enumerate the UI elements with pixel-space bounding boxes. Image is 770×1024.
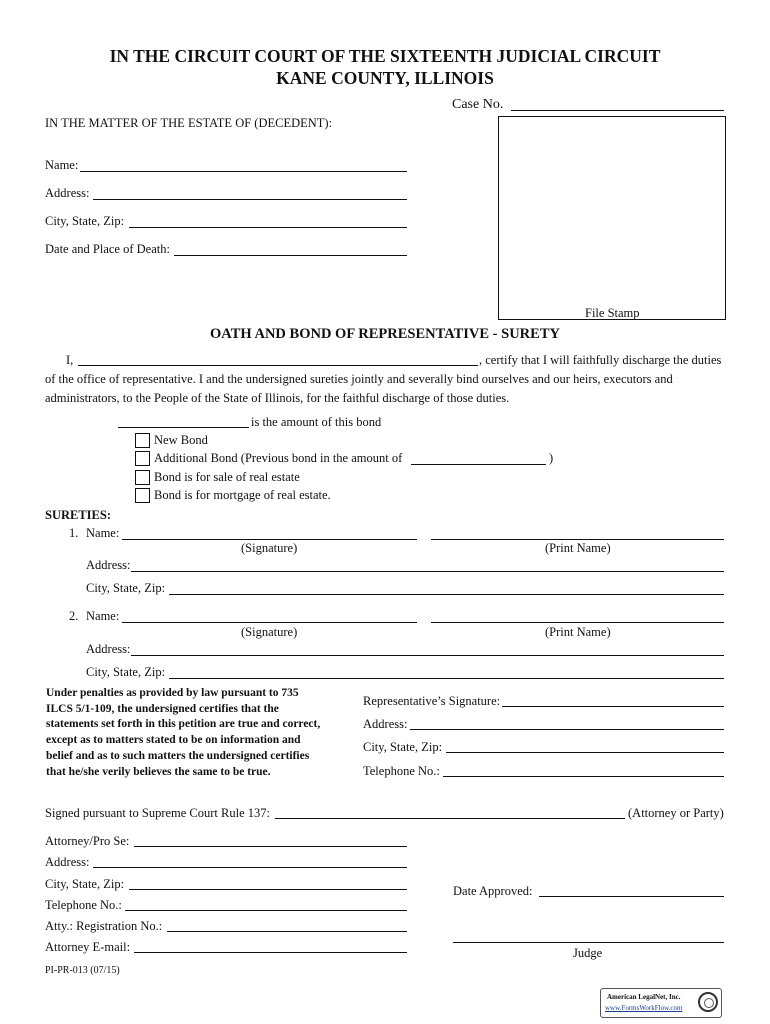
- legalnet-emblem-icon: [698, 992, 718, 1012]
- attorney-email-field[interactable]: [134, 952, 407, 953]
- surety1-city-field[interactable]: [169, 594, 724, 595]
- bond-amount-field[interactable]: [118, 427, 249, 428]
- decedent-address-field[interactable]: [93, 199, 407, 200]
- mortgage-real-estate-label: Bond is for mortgage of real estate.: [154, 488, 331, 502]
- logo-website-link[interactable]: www.FormsWorkFlow.com: [605, 1004, 683, 1012]
- date-approved-label: Date Approved:: [453, 884, 533, 898]
- rep-signature-field[interactable]: [502, 706, 724, 707]
- bond-amount-label: is the amount of this bond: [251, 415, 382, 429]
- judge-signature-field[interactable]: [453, 942, 724, 943]
- court-title: IN THE CIRCUIT COURT OF THE SIXTEENTH JUDICIAL CIRCUIT: [109, 46, 661, 66]
- surety2-number: 2.: [69, 609, 79, 623]
- attorney-registration-label: Atty.: Registration No.:: [45, 919, 163, 933]
- attorney-phone-label: Telephone No.:: [45, 898, 122, 912]
- decedent-address-label: Address:: [45, 186, 90, 200]
- oath-line-3: administrators, to the People of the State of Illinois, for the faithful discharge of those duties.: [45, 391, 510, 405]
- rule137-suffix: (Attorney or Party): [628, 806, 724, 820]
- matter-label: IN THE MATTER OF THE ESTATE OF (DECEDENT):: [45, 116, 333, 130]
- surety2-address-field[interactable]: [131, 655, 724, 656]
- surety1-print-name-field[interactable]: [431, 539, 724, 540]
- surety2-city-label: City, State, Zip:: [86, 665, 166, 679]
- surety1-address-label: Address:: [86, 558, 131, 572]
- decedent-city-label: City, State, Zip:: [45, 214, 125, 228]
- rep-phone-label: Telephone No.:: [363, 764, 440, 778]
- surety2-signature-caption: (Signature): [241, 625, 298, 639]
- surety2-print-caption: (Print Name): [545, 625, 611, 639]
- previous-bond-amount-field[interactable]: [411, 464, 546, 465]
- form-title: OATH AND BOND OF REPRESENTATIVE - SURETY: [210, 326, 560, 342]
- rep-address-field[interactable]: [410, 729, 724, 730]
- logo-company-name: American LegalNet, Inc.: [607, 993, 681, 1001]
- american-legalnet-logo[interactable]: [600, 988, 722, 1018]
- rep-phone-field[interactable]: [443, 776, 724, 777]
- surety2-print-name-field[interactable]: [431, 622, 724, 623]
- attorney-city-field[interactable]: [129, 889, 407, 890]
- additional-bond-checkbox[interactable]: [135, 451, 150, 466]
- oath-certify-text: , certify that I will faithfully discharge the duties: [479, 353, 722, 367]
- attorney-address-field[interactable]: [93, 867, 407, 868]
- new-bond-label: New Bond: [154, 433, 208, 447]
- representative-name-field[interactable]: [78, 365, 478, 366]
- additional-bond-label: Additional Bond (Previous bond in the amount of: [154, 451, 403, 465]
- sale-real-estate-checkbox[interactable]: [135, 470, 150, 485]
- decedent-name-field[interactable]: [80, 171, 407, 172]
- date-approved-field[interactable]: [539, 896, 724, 897]
- oath-line-2: of the office of representative. I and the undersigned sureties jointly and severally bind ourselves and our heirs, executors and: [45, 372, 673, 386]
- surety2-address-label: Address:: [86, 642, 131, 656]
- attorney-email-label: Attorney E-mail:: [45, 940, 131, 954]
- surety2-name-label: Name:: [86, 609, 120, 623]
- attorney-city-label: City, State, Zip:: [45, 877, 125, 891]
- surety1-address-field[interactable]: [131, 571, 724, 572]
- file-stamp-label: File Stamp: [585, 306, 640, 320]
- attorney-registration-field[interactable]: [167, 931, 407, 932]
- additional-bond-close: ): [549, 451, 554, 465]
- surety1-city-label: City, State, Zip:: [86, 581, 166, 595]
- rep-signature-label: Representative’s Signature:: [363, 694, 501, 708]
- decedent-city-field[interactable]: [129, 227, 407, 228]
- mortgage-real-estate-checkbox[interactable]: [135, 488, 150, 503]
- county-title: KANE COUNTY, ILLINOIS: [276, 68, 494, 88]
- death-field[interactable]: [174, 255, 407, 256]
- judge-label: Judge: [573, 946, 603, 960]
- case-no-label: Case No.: [452, 97, 504, 112]
- penalty-statement: Under penalties as provided by law pursuant to 735 ILCS 5/1-109, the undersigned certifies that the statements set forth in this petition are true and correct, except as to matters stated to be on information and belief and as to such matters the undersigned certifies that he/she verily believes the same to be true.: [46, 687, 321, 778]
- death-label: Date and Place of Death:: [45, 242, 170, 256]
- attorney-name-label: Attorney/Pro Se:: [45, 834, 130, 848]
- rep-city-field[interactable]: [446, 752, 724, 753]
- rep-address-label: Address:: [363, 717, 408, 731]
- surety1-number: 1.: [69, 526, 79, 540]
- surety2-signature-field[interactable]: [122, 622, 417, 623]
- attorney-address-label: Address:: [45, 855, 90, 869]
- surety1-signature-field[interactable]: [122, 539, 417, 540]
- sureties-heading: SURETIES:: [45, 508, 111, 522]
- case-no-field[interactable]: [511, 110, 724, 111]
- file-stamp-box: [498, 116, 726, 320]
- rule137-signature-field[interactable]: [275, 818, 625, 819]
- form-code: PI-PR-013 (07/15): [45, 965, 120, 976]
- attorney-phone-field[interactable]: [125, 910, 407, 911]
- surety1-name-label: Name:: [86, 526, 120, 540]
- decedent-name-label: Name:: [45, 158, 79, 172]
- surety1-signature-caption: (Signature): [241, 541, 298, 555]
- surety2-city-field[interactable]: [169, 678, 724, 679]
- new-bond-checkbox[interactable]: [135, 433, 150, 448]
- rule137-label: Signed pursuant to Supreme Court Rule 137:: [45, 806, 270, 820]
- sale-real-estate-label: Bond is for sale of real estate: [154, 470, 300, 484]
- attorney-name-field[interactable]: [134, 846, 407, 847]
- rep-city-label: City, State, Zip:: [363, 740, 443, 754]
- surety1-print-caption: (Print Name): [545, 541, 611, 555]
- oath-i-label: I,: [66, 353, 74, 367]
